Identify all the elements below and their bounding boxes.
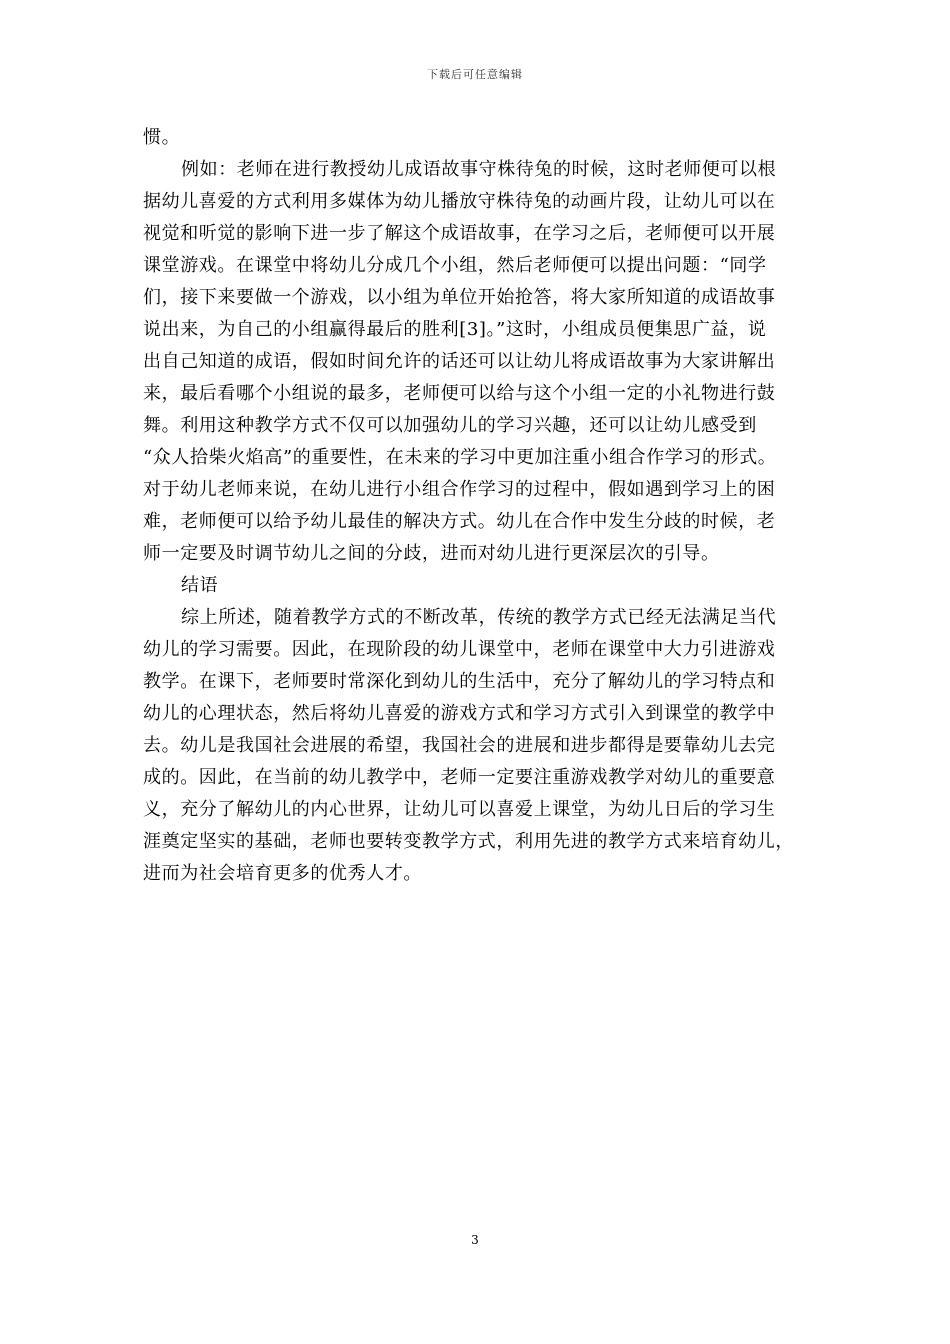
paragraph-line: 综上所述，随着教学方式的不断改革，传统的教学方式已经无法满足当代 bbox=[181, 607, 777, 628]
paragraph-line: 说出来，为自己的小组赢得最后的胜利[3]。”这时，小组成员便集思广益，说 bbox=[143, 319, 767, 340]
paragraph-line: 教学。在课下，老师要时常深化到幼儿的生活中，充分了解幼儿的学习特点和 bbox=[143, 671, 776, 692]
page-header: 下载后可任意编辑 bbox=[427, 68, 523, 81]
paragraph-line: 对于幼儿老师来说，在幼儿进行小组合作学习的过程中，假如遇到学习上的困 bbox=[143, 479, 776, 500]
paragraph-line: “众人拾柴火焰高”的重要性，在未来的学习中更加注重小组合作学习的形式。 bbox=[143, 447, 777, 468]
paragraph-line: 出自己知道的成语，假如时间允许的话还可以让幼儿将成语故事为大家讲解出 bbox=[143, 351, 776, 372]
paragraph-line: 难，老师便可以给予幼儿最佳的解决方式。幼儿在合作中发生分歧的时候，老 bbox=[143, 511, 776, 532]
paragraph-line: 们，接下来要做一个游戏，以小组为单位开始抢答，将大家所知道的成语故事 bbox=[143, 287, 776, 308]
page-number: 3 bbox=[471, 1233, 479, 1247]
paragraph-line: 涯奠定坚实的基础，老师也要转变教学方式，利用先进的教学方式来培育幼儿， bbox=[143, 831, 794, 852]
paragraph-line: 惯。 bbox=[143, 127, 181, 148]
paragraph-line: 据幼儿喜爱的方式利用多媒体为幼儿播放守株待兔的动画片段，让幼儿可以在 bbox=[143, 191, 776, 212]
document-body bbox=[143, 122, 819, 890]
paragraph-line: 成的。因此，在当前的幼儿教学中，老师一定要注重游戏教学对幼儿的重要意 bbox=[143, 767, 776, 788]
paragraph-line: 课堂游戏。在课堂中将幼儿分成几个小组，然后老师便可以提出问题：“同学 bbox=[143, 255, 767, 276]
paragraph-line: 舞。利用这种教学方式不仅可以加强幼儿的学习兴趣，还可以让幼儿感受到 bbox=[143, 415, 757, 436]
paragraph-line: 来，最后看哪个小组说的最多，老师便可以给与这个小组一定的小礼物进行鼓 bbox=[143, 383, 776, 404]
paragraph-line: 进而为社会培育更多的优秀人才。 bbox=[143, 863, 422, 884]
paragraph-line: 师一定要及时调节幼儿之间的分歧，进而对幼儿进行更深层次的引导。 bbox=[143, 543, 720, 564]
paragraph-line: 幼儿的学习需要。因此，在现阶段的幼儿课堂中，老师在课堂中大力引进游戏 bbox=[143, 639, 776, 660]
paragraph-line: 幼儿的心理状态，然后将幼儿喜爱的游戏方式和学习方式引入到课堂的教学中 bbox=[143, 703, 776, 724]
section-heading: 结语 bbox=[181, 575, 219, 596]
paragraph-line: 去。幼儿是我国社会进展的希望，我国社会的进展和进步都得是要靠幼儿去完 bbox=[143, 735, 776, 756]
paragraph-line: 例如：老师在进行教授幼儿成语故事守株待兔的时候，这时老师便可以根 bbox=[181, 159, 777, 180]
paragraph-line: 义，充分了解幼儿的内心世界，让幼儿可以喜爱上课堂，为幼儿日后的学习生 bbox=[143, 799, 776, 820]
paragraph-line: 视觉和听觉的影响下进一步了解这个成语故事，在学习之后，老师便可以开展 bbox=[143, 223, 776, 244]
